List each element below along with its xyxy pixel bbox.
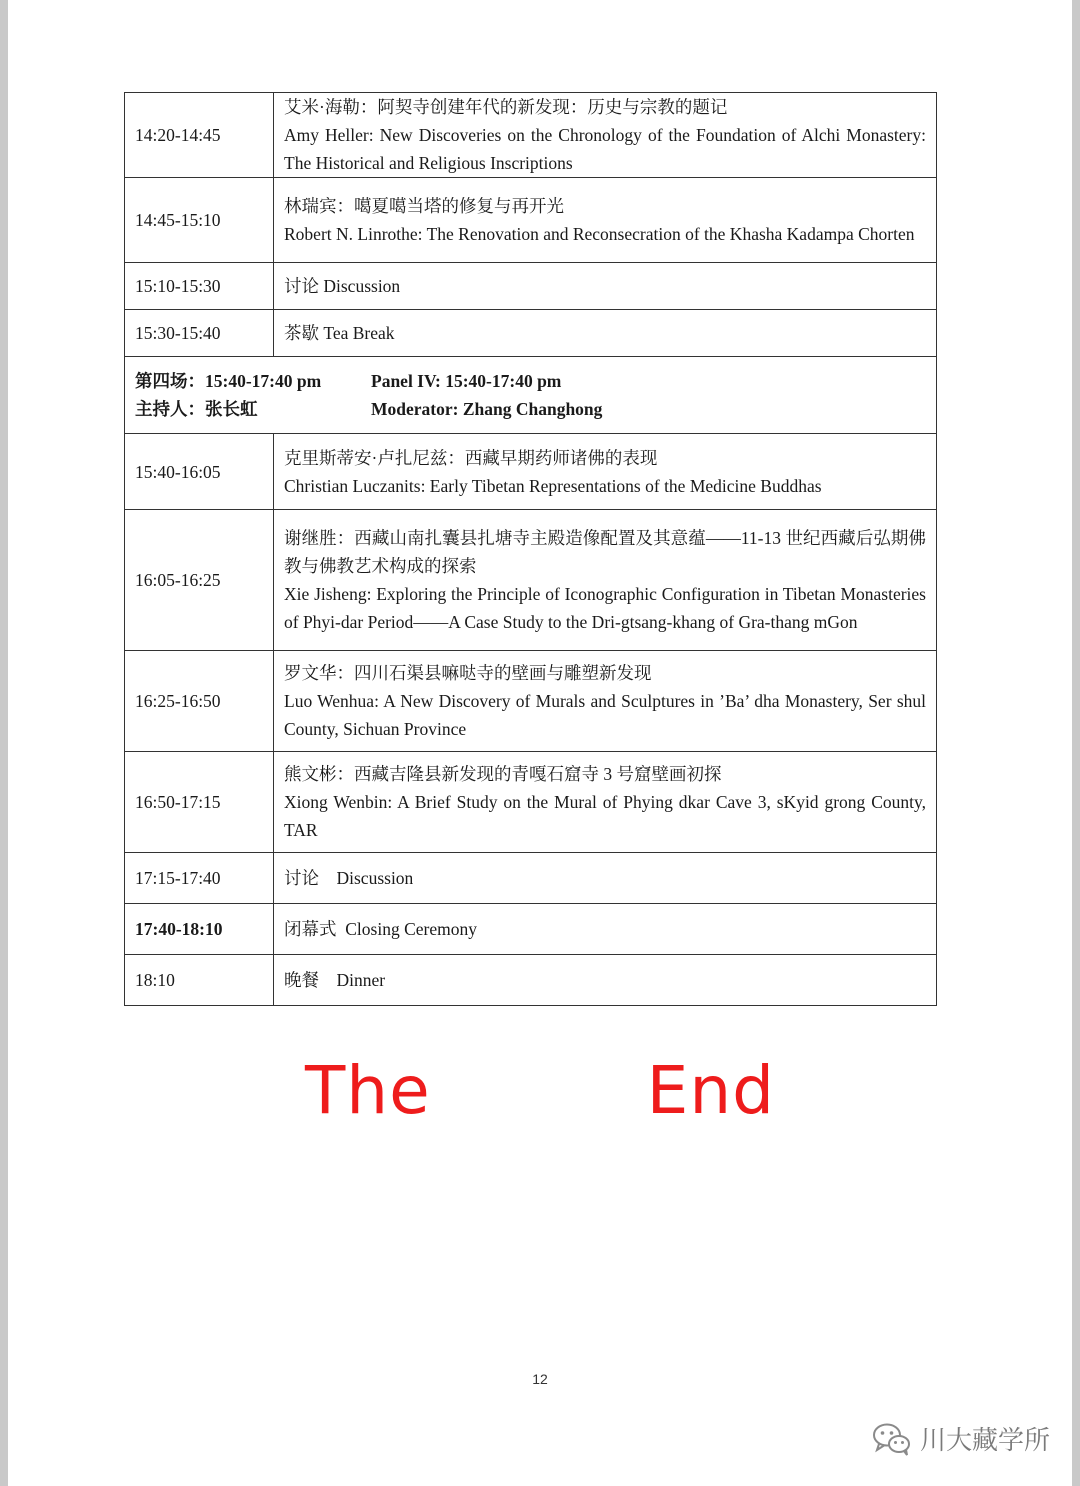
item-cell: 讨论 Discussion	[274, 853, 937, 904]
watermark-text: 川大藏学所	[919, 1426, 1050, 1456]
talk-title-zh: 罗文华：四川石渠县嘛哒寺的壁画与雕塑新发现	[284, 663, 652, 683]
time-cell: 14:20-14:45	[125, 93, 274, 178]
item-cell: 晚餐 Dinner	[274, 955, 937, 1006]
table-row	[125, 310, 937, 357]
talk-title-en: Luo Wenhua: A New Discovery of Murals and Sculptures in ’Ba’ dha Monastery, Ser shul County, Sichuan Province	[284, 691, 926, 739]
panel-header-cell	[125, 357, 937, 434]
talk-cell	[274, 651, 937, 752]
time-cell: 15:10-15:30	[125, 263, 274, 310]
schedule-table	[124, 92, 937, 1006]
time-cell: 16:25-16:50	[125, 651, 274, 752]
panel-header-row	[125, 357, 937, 434]
table-row	[125, 752, 937, 853]
talk-cell	[274, 93, 937, 178]
the-end-heading: The End	[304, 1052, 776, 1129]
time-cell: 16:50-17:15	[125, 752, 274, 853]
time-cell: 16:05-16:25	[125, 510, 274, 651]
item-cell: 茶歇 Tea Break	[274, 310, 937, 357]
table-row	[125, 904, 937, 955]
panel-session-en: Panel IV: 15:40-17:40 pm	[371, 371, 562, 391]
document-page	[8, 0, 1072, 1486]
talk-cell	[274, 434, 937, 510]
talk-title-zh: 熊文彬：西藏吉隆县新发现的青嘎石窟寺 3 号窟壁画初探	[284, 764, 722, 784]
talk-title-en: Christian Luczanits: Early Tibetan Representations of the Medicine Buddhas	[284, 475, 822, 496]
table-row	[125, 434, 937, 510]
page-number: 12	[532, 1371, 548, 1387]
talk-title-en: Xiong Wenbin: A Brief Study on the Mural of Phying dkar Cave 3, sKyid grong County, TAR	[284, 792, 926, 840]
panel-moderator-zh: 主持人：张长虹	[135, 399, 258, 419]
table-row	[125, 178, 937, 263]
watermark	[872, 1420, 1050, 1457]
table-row	[125, 263, 937, 310]
time-cell: 15:30-15:40	[125, 310, 274, 357]
talk-cell	[274, 178, 937, 263]
table-row	[125, 93, 937, 178]
wechat-icon	[872, 1422, 912, 1456]
talk-title-zh: 艾米·海勒：阿契寺创建年代的新发现：历史与宗教的题记	[284, 97, 728, 117]
time-cell: 18:10	[125, 955, 274, 1006]
talk-title-en: Robert N. Linrothe: The Renovation and Reconsecration of the Khasha Kadampa Chorten	[284, 224, 915, 244]
time-cell: 17:15-17:40	[125, 853, 274, 904]
table-row	[125, 651, 937, 752]
talk-title-en: Amy Heller: New Discoveries on the Chronology of the Foundation of Alchi Monastery: The Historical and Religious Inscriptions	[284, 125, 926, 173]
time-cell: 17:40-18:10	[125, 904, 274, 955]
talk-title-zh: 克里斯蒂安·卢扎尼兹：西藏早期药师诸佛的表现	[284, 447, 658, 468]
table-row	[125, 510, 937, 651]
time-cell: 14:45-15:10	[125, 178, 274, 263]
panel-moderator-en: Moderator: Zhang Changhong	[371, 399, 603, 419]
table-row	[125, 853, 937, 904]
item-cell: 闭幕式 Closing Ceremony	[274, 904, 937, 955]
time-cell: 15:40-16:05	[125, 434, 274, 510]
table-row	[125, 955, 937, 1006]
item-cell: 讨论 Discussion	[274, 263, 937, 310]
talk-title-en: Xie Jisheng: Exploring the Principle of Iconographic Configuration in Tibetan Monasteries of Phyi-dar Period——A Case Study to the Dri-gtsang-khang of Gra-thang mGon	[284, 584, 926, 632]
talk-title-zh: 谢继胜：西藏山南扎囊县扎塘寺主殿造像配置及其意蕴——11-13 世纪西藏后弘期佛教与佛教艺术构成的探索	[284, 528, 926, 576]
talk-cell	[274, 510, 937, 651]
panel-session-zh: 第四场：15:40-17:40 pm	[135, 371, 322, 391]
talk-cell	[274, 752, 937, 853]
talk-title-zh: 林瑞宾：噶夏噶当塔的修复与再开光	[284, 196, 564, 216]
